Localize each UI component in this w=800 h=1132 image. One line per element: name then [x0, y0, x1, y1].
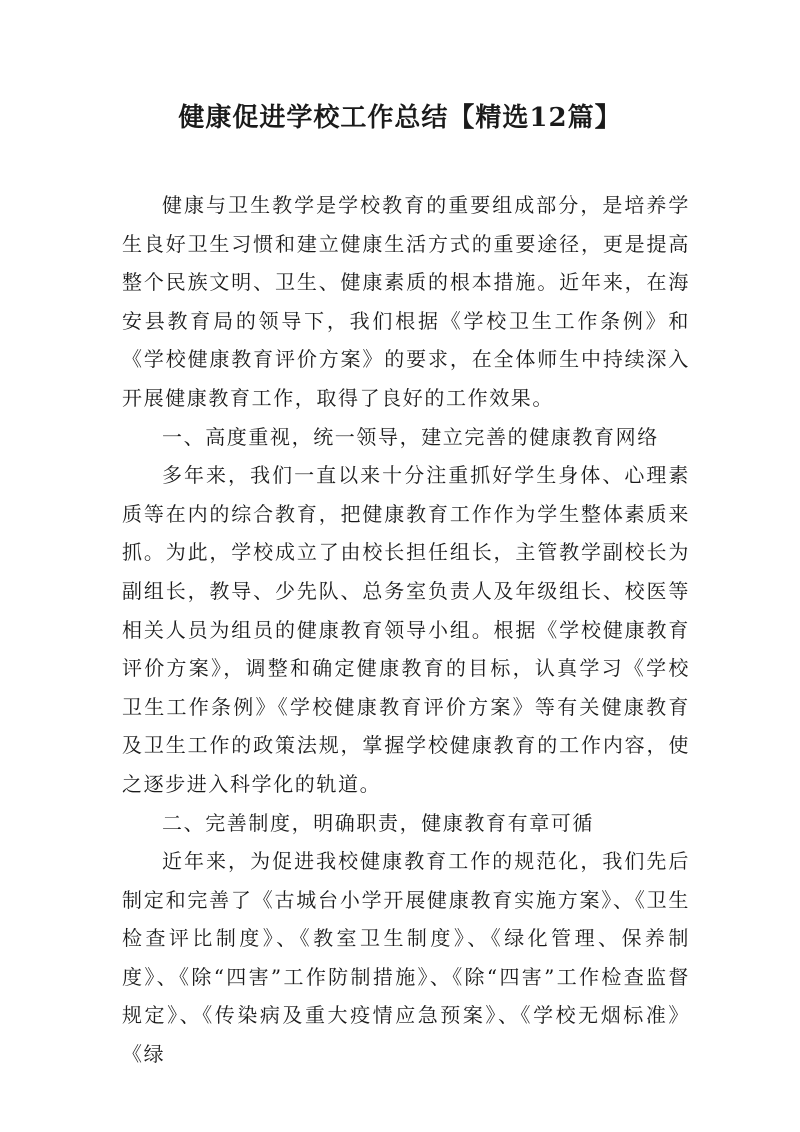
document-title: 健康促进学校工作总结【精选12篇】 [178, 103, 622, 133]
paragraph-intro: 健康与卫生教学是学校教育的重要组成部分，是培养学生良好卫生习惯和建立健康生活方式的重要途径，更是提高整个民族文明、卫生、健康素质的根本措施。近年来，在海安县教育局的领导下，我们根据《学校卫生工作条例》和《学校健康教育评价方案》的要求，在全体师生中持续深入开展健康教育工作，取得了良好的工作效果。 [122, 193, 690, 410]
document-body [122, 186, 690, 1074]
section-heading-1: 一、高度重视，统一领导，建立完善的健康教育网络 [162, 424, 659, 449]
paragraph-section-2: 近年来，为促进我校健康教育工作的规范化，我们先后制定和完善了《古城台小学开展健康教育实施方案》、《卫生检查评比制度》、《教室卫生制度》、《绿化管理、保养制度》、《除“四害”工作防制措施》、《除“四害”工作检查监督规定》、《传染病及重大疫情应急预案》、《学校无烟标准》《绿 [122, 849, 690, 1067]
paragraph-section-1: 多年来，我们一直以来十分注重抓好学生身体、心理素质等在内的综合教育，把健康教育工作作为学生整体素质来抓。为此，学校成立了由校长担任组长，主管教学副校长为副组长，教导、少先队、总务室负责人及年级组长、校医等相关人员为组员的健康教育领导小组。根据《学校健康教育评价方案》，调整和确定健康教育的目标，认真学习《学校卫生工作条例》《学校健康教育评价方案》等有关健康教育及卫生工作的政策法规，掌握学校健康教育的工作内容，使之逐步进入科学化的轨道。 [122, 463, 690, 796]
section-heading-2: 二、完善制度，明确职责，健康教育有章可循 [162, 810, 594, 835]
